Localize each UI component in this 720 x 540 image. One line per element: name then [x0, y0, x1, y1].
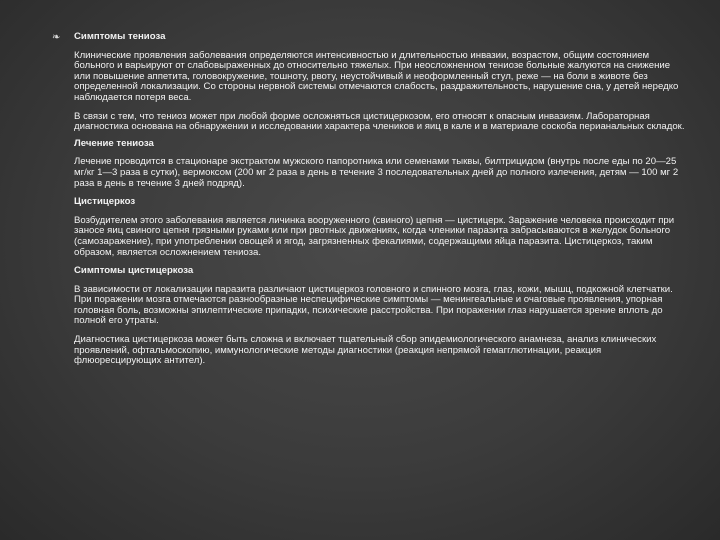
paragraph-laboratory-diagnostics: В связи с тем, что тениоз может при любой форме осложняться цистицеркозом, его относят к опасным инвазиям. Лабораторная диагностика основана на обнаружении и исследовании характера члеников и яиц в кале и в материале соскоба перианальных складок. — [74, 110, 685, 133]
heading-tenioz-treatment: Лечение тениоза — [74, 137, 154, 149]
heading-cysticercosis-symptoms: Симптомы цистицеркоза — [74, 265, 194, 277]
paragraph-clinical-manifestations: Клинические проявления заболевания определяются интенсивностью и длительностью инвазии, возрастом, общим состоянием больного и варьируют от слабовыраженных до относительно тяжелых. При неосложненном тениозе больные жалуются на снижение или повышение аппетита, головокружение, тошноту, рвоту, неустойчивый и неоформленный стул, реже — на боли в животе без определенной локализации. Со стороны нервной системы отмечаются слабость, раздражительность, нарушение сна, у детей нередко наблюдается потеря веса. — [74, 49, 679, 103]
paragraph-treatment: Лечение проводится в стационаре экстрактом мужского папоротника или семенами тыквы, билтрицидом (внутрь после еды по 20—25 мг/кг 1—3 раза в сутки), вермоксом (200 мг 2 раза в день в течение 3 последовательных дней до полного излечения, детям — 100 мг 2 раза в день в течение 3 дней подряд). — [74, 156, 679, 189]
paragraph-cysticercosis-diagnostics: Диагностика цистицеркоза может быть сложна и включает тщательный сбор эпидемиологического анамнеза, анализ клинических проявлений, офтальмоскопию, иммунологические методы диагностики (реакция непрямой гемагглютинации, реакция флюоресцирующих антител). — [74, 334, 657, 367]
paragraph-cysticercosis-localization: В зависимости от локализации паразита различают цистицеркоз головного и спинного мозга, глаз, кожи, мышц, подкожной клетчатки. При поражении мозга отмечаются разнообразные неспецифические симптомы — менингеальные и очаговые проявления, упорная головная боль, возможны эпилептические припадки, психические расстройства. При поражении глаз нарушается зрение вплоть до полной его утраты. — [74, 283, 673, 327]
heading-cysticercosis: Цистицеркоз — [74, 196, 136, 208]
slide-content — [74, 32, 686, 375]
bullet-icon: ❧ — [52, 32, 61, 43]
heading-tenioz-symptoms: Симптомы тениоза — [74, 31, 166, 42]
paragraph-cysticercosis-cause: Возбудителем этого заболевания является личинка вооруженного (свиного) цепня — цистицерк. Заражение человека происходит при заносе яиц свиного цепня грязными руками или при рвотных движениях, когда членики паразита забрасываются в желудок больного (самозаражение), при употреблении овощей и ягод, загрязненных фекалиями, содержащими яйца паразита. Цистицеркоз, таким образом, является осложнением тениоза. — [74, 214, 675, 258]
